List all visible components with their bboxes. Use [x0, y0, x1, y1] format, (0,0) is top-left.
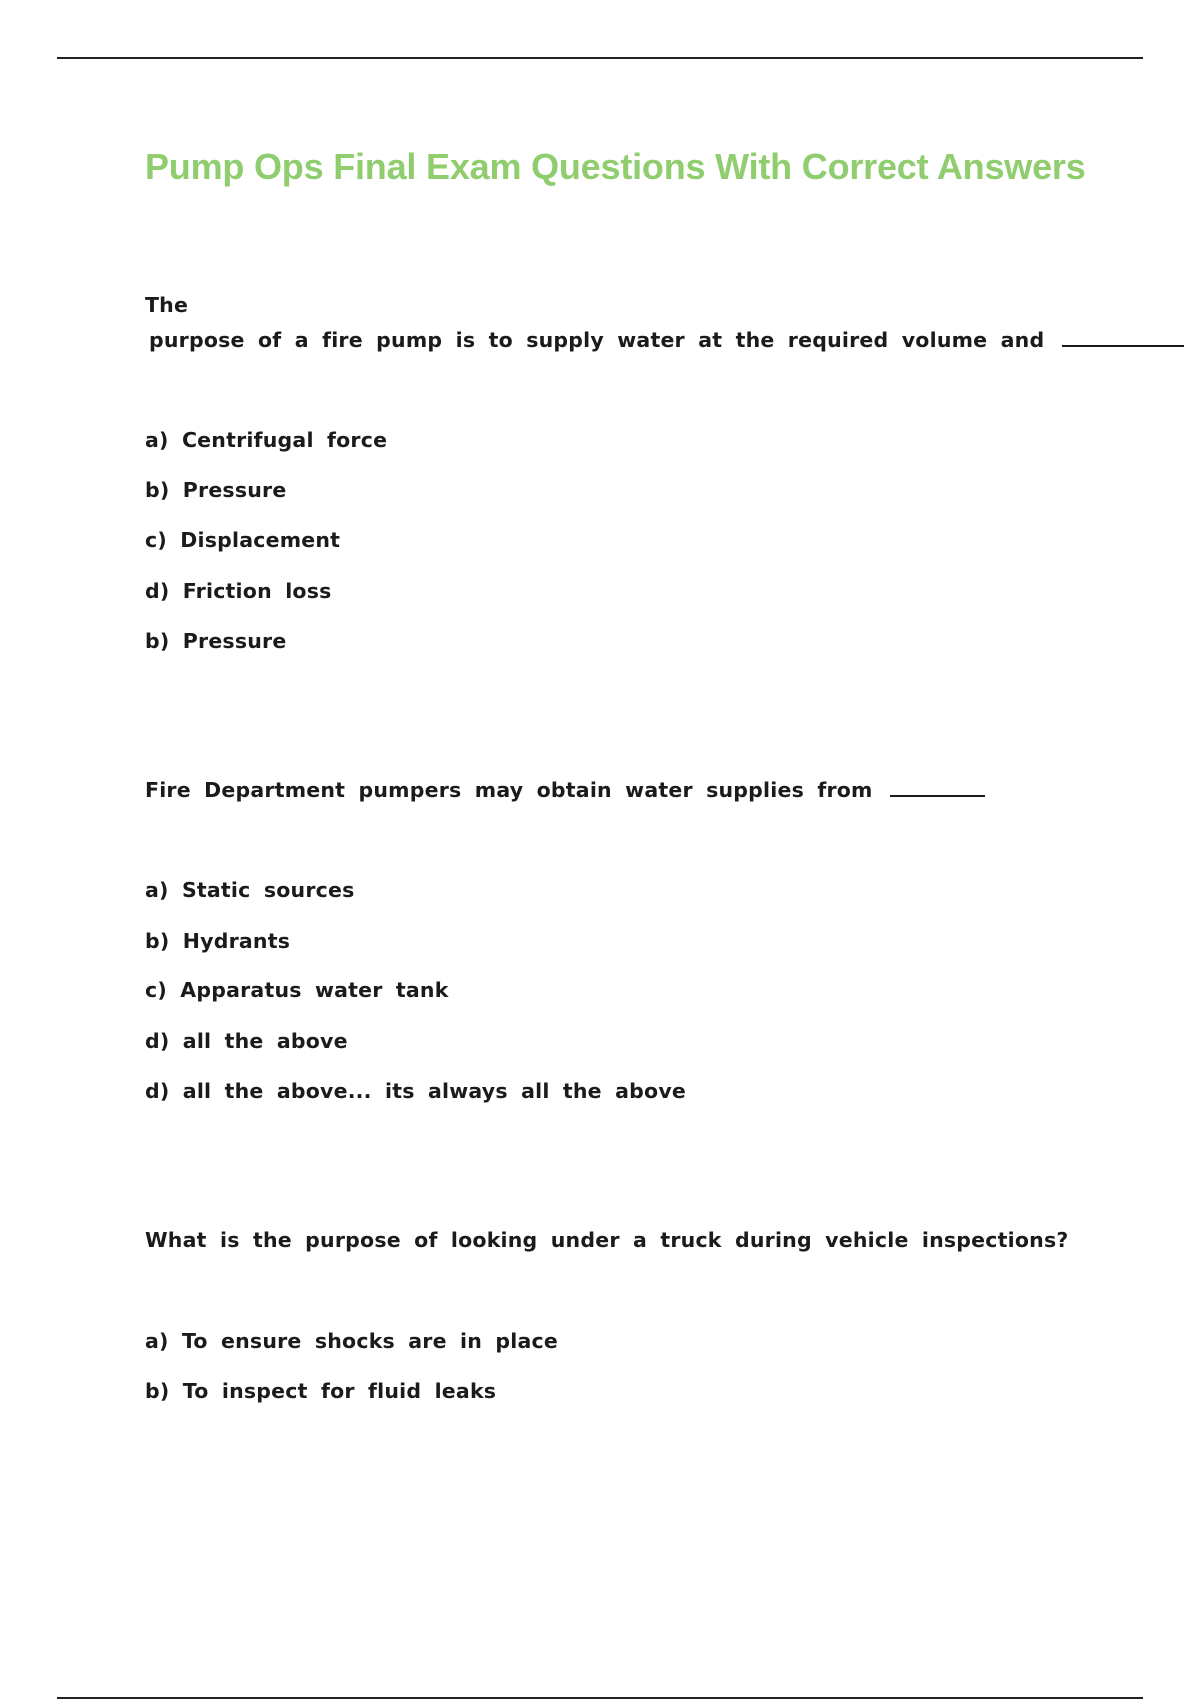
question-2-prompt-text: Fire Department pumpers may obtain water supplies from — [145, 778, 873, 802]
question-1-option-a: a) Centrifugal force — [145, 428, 388, 452]
document-title: Pump Ops Final Exam Questions With Correct Answers — [145, 146, 1086, 187]
question-2-option-c: c) Apparatus water tank — [145, 978, 449, 1002]
question-1-answer: b) Pressure — [145, 629, 287, 653]
question-1-option-d: d) Friction loss — [145, 579, 332, 603]
question-2-option-a: a) Static sources — [145, 878, 355, 902]
footer-rule — [57, 1697, 1143, 1699]
question-2-prompt — [145, 777, 985, 803]
question-1-prompt-line-2 — [149, 327, 1184, 353]
question-1-option-b: b) Pressure — [145, 478, 287, 502]
header-rule — [57, 57, 1143, 59]
question-2-answer: d) all the above... its always all the above — [145, 1079, 686, 1103]
question-2-option-b: b) Hydrants — [145, 929, 291, 953]
question-1-prompt-text: purpose of a fire pump is to supply water at the required volume and — [149, 328, 1045, 352]
question-1-option-c: c) Displacement — [145, 528, 341, 552]
answer-blank — [1062, 327, 1184, 347]
question-3-prompt: What is the purpose of looking under a truck during vehicle inspections? — [145, 1228, 1069, 1252]
question-3-option-b: b) To inspect for fluid leaks — [145, 1379, 497, 1403]
question-1-prompt-line-1: The — [145, 293, 189, 317]
answer-blank — [890, 777, 985, 797]
question-3-option-a: a) To ensure shocks are in place — [145, 1329, 559, 1353]
question-2-option-d: d) all the above — [145, 1029, 348, 1053]
